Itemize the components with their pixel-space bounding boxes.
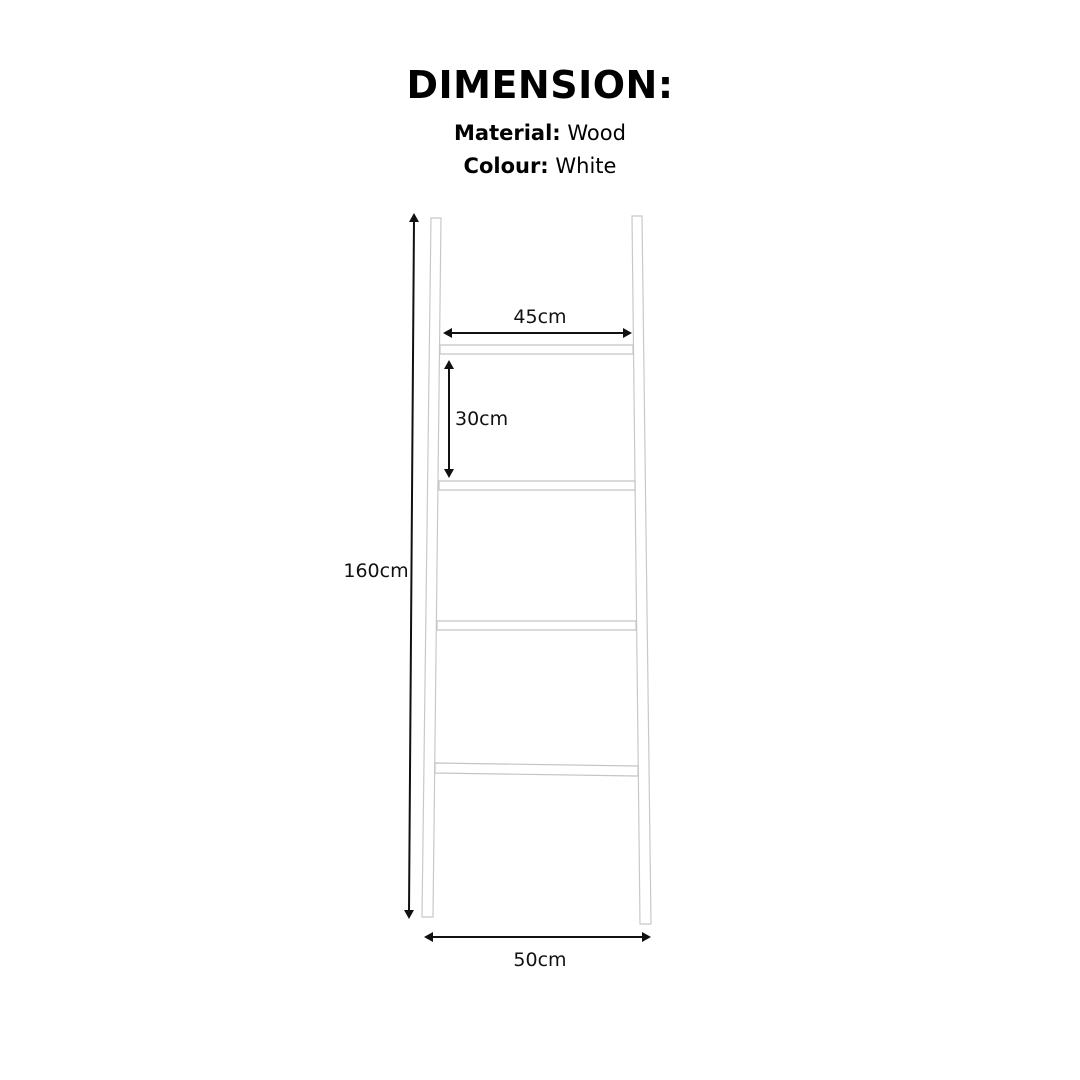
material-label: Material: bbox=[454, 121, 561, 145]
rung-spacing-dimension bbox=[444, 360, 508, 478]
base-width-label: 50cm bbox=[513, 949, 567, 971]
rung-spacing-label: 30cm bbox=[455, 408, 509, 430]
ladder-rung bbox=[440, 345, 633, 354]
ladder-rung bbox=[439, 481, 635, 490]
height-dimension bbox=[343, 213, 419, 919]
right-rail bbox=[632, 216, 651, 924]
colour-label: Colour: bbox=[463, 154, 549, 178]
left-rail bbox=[422, 218, 441, 917]
height-label: 160cm bbox=[343, 560, 409, 582]
rung-width-dimension bbox=[443, 306, 632, 338]
page-title: DIMENSION: bbox=[406, 63, 674, 107]
ladder-rung bbox=[435, 763, 638, 776]
base-width-dimension bbox=[424, 932, 651, 971]
rung-width-label: 45cm bbox=[513, 306, 567, 328]
colour-value: White bbox=[555, 154, 617, 178]
ladder-rung bbox=[437, 621, 636, 630]
material-value: Wood bbox=[567, 121, 626, 145]
